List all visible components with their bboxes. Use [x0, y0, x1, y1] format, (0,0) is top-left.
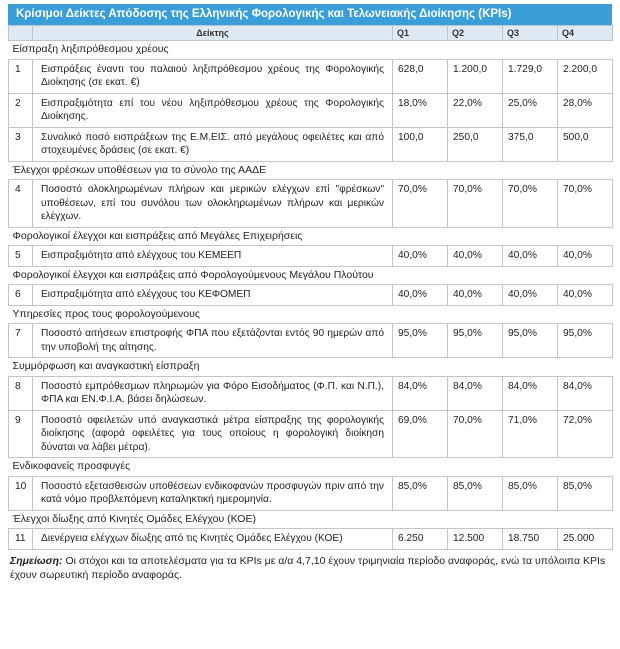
- q2-value: 12.500: [448, 529, 503, 550]
- q2-value: 250,0: [448, 127, 503, 161]
- section-title: Έλεγχοι φρέσκων υποθέσεων για το σύνολο της ΑΑΔΕ: [9, 161, 613, 180]
- q1-value: 100,0: [393, 127, 448, 161]
- q3-value: 70,0%: [503, 180, 558, 228]
- row-number: 2: [9, 93, 33, 127]
- q2-value: 95,0%: [448, 324, 503, 358]
- footnote-text: Οι στόχοι και τα αποτελέσματα για τα KPIs με α/α 4,7,10 έχουν τριμηνιαία περίοδο αναφοράς, ενώ τα υπόλοιπα KPIs έχουν σωρευτική περίοδο αναφοράς.: [10, 554, 606, 581]
- q1-value: 95,0%: [393, 324, 448, 358]
- row-number: 3: [9, 127, 33, 161]
- q3-value: 95,0%: [503, 324, 558, 358]
- q3-value: 40,0%: [503, 285, 558, 306]
- kpi-table-body: [9, 41, 613, 550]
- section-row: [9, 458, 613, 477]
- q3-value: 71,0%: [503, 410, 558, 458]
- q3-value: 40,0%: [503, 246, 558, 267]
- section-row: [9, 510, 613, 529]
- q4-value: 2.200,0: [558, 59, 613, 93]
- q4-value: 28,0%: [558, 93, 613, 127]
- q1-value: 70,0%: [393, 180, 448, 228]
- q2-value: 70,0%: [448, 180, 503, 228]
- header-q1: Q1: [393, 26, 448, 41]
- section-title: Είσπραξη ληξιπρόθεσμου χρέους: [9, 41, 613, 60]
- row-number: 4: [9, 180, 33, 228]
- table-row: [9, 93, 613, 127]
- q4-value: 40,0%: [558, 246, 613, 267]
- row-number: 8: [9, 376, 33, 410]
- row-description: Ποσοστό εξετασθεισών υποθέσεων ενδικοφανών προσφυγών πριν από την κατά νόμο προβλεπόμενη καταληκτική ημερομηνία.: [33, 476, 393, 510]
- section-row: [9, 305, 613, 324]
- section-title: Ενδικοφανείς προσφυγές: [9, 458, 613, 477]
- q4-value: 500,0: [558, 127, 613, 161]
- row-number: 1: [9, 59, 33, 93]
- q2-value: 1.200,0: [448, 59, 503, 93]
- q2-value: 40,0%: [448, 285, 503, 306]
- table-row: [9, 476, 613, 510]
- header-row: [9, 26, 613, 41]
- section-row: [9, 161, 613, 180]
- q1-value: 69,0%: [393, 410, 448, 458]
- section-title: Υπηρεσίες προς τους φορολογούμενους: [9, 305, 613, 324]
- table-row: [9, 529, 613, 550]
- row-number: 6: [9, 285, 33, 306]
- table-row: [9, 376, 613, 410]
- table-row: [9, 324, 613, 358]
- row-number: 9: [9, 410, 33, 458]
- row-number: 7: [9, 324, 33, 358]
- section-title: Φορολογικοί έλεγχοι και εισπράξεις από Φορολογούμενους Μεγάλου Πλούτου: [9, 266, 613, 285]
- table-row: [9, 180, 613, 228]
- table-title: Κρίσιμοι Δείκτες Απόδοσης της Ελληνικής Φορολογικής και Τελωνειακής Διοίκησης (KPIs): [8, 4, 612, 25]
- section-row: [9, 266, 613, 285]
- table-row: [9, 127, 613, 161]
- header-blank: [9, 26, 33, 41]
- kpi-table: [8, 25, 613, 550]
- q3-value: 18.750: [503, 529, 558, 550]
- q1-value: 40,0%: [393, 246, 448, 267]
- row-description: Εισπραξιμότητα επί του νέου ληξιπρόθεσμου χρέους της Φορολογικής Διοίκησης.: [33, 93, 393, 127]
- q1-value: 40,0%: [393, 285, 448, 306]
- row-number: 5: [9, 246, 33, 267]
- row-description: Εισπραξιμότητα από ελέγχους του ΚΕΦΟΜΕΠ: [33, 285, 393, 306]
- section-title: Φορολογικοί έλεγχοι και εισπράξεις από Μεγάλες Επιχειρήσεις: [9, 227, 613, 246]
- q1-value: 84,0%: [393, 376, 448, 410]
- q4-value: 95,0%: [558, 324, 613, 358]
- kpi-document: [8, 4, 612, 582]
- q3-value: 85,0%: [503, 476, 558, 510]
- q2-value: 70,0%: [448, 410, 503, 458]
- q4-value: 72,0%: [558, 410, 613, 458]
- q1-value: 85,0%: [393, 476, 448, 510]
- header-q2: Q2: [448, 26, 503, 41]
- table-row: [9, 246, 613, 267]
- q3-value: 375,0: [503, 127, 558, 161]
- table-row: [9, 285, 613, 306]
- row-description: Εισπράξεις έναντι του παλαιού ληξιπρόθεσμου χρέους της Φορολογικής Διοίκησης (σε εκατ. €): [33, 59, 393, 93]
- row-description: Ποσοστό εμπρόθεσμων πληρωμών για Φόρο Εισοδήματος (Φ.Π. και Ν.Π.), ΦΠΑ και ΕΝ.Φ.Ι.Α. βάσει δηλώσεων.: [33, 376, 393, 410]
- q1-value: 628,0: [393, 59, 448, 93]
- table-row: [9, 410, 613, 458]
- q3-value: 1.729,0: [503, 59, 558, 93]
- section-title: Έλεγχοι δίωξης από Κινητές Ομάδες Ελέγχου (ΚΟΕ): [9, 510, 613, 529]
- q3-value: 25,0%: [503, 93, 558, 127]
- row-description: Διενέργεια ελέγχων δίωξης από τις Κινητές Ομάδες Ελέγχου (ΚΟΕ): [33, 529, 393, 550]
- row-number: 11: [9, 529, 33, 550]
- q2-value: 40,0%: [448, 246, 503, 267]
- row-description: Ποσοστό οφειλετών υπό αναγκαστικά μέτρα είσπραξης της φορολογικής διοίκησης (αφορά οφειλέτες για τους οποίους η φορολογική διοίκηση δύναται να λάβει μέτρα).: [33, 410, 393, 458]
- q4-value: 85,0%: [558, 476, 613, 510]
- q1-value: 18,0%: [393, 93, 448, 127]
- row-description: Ποσοστό ολοκληρωμένων πλήρων και μερικών ελέγχων επί "φρέσκων" υποθέσεων, επί του συνόλου των ολοκληρωμένων πλήρων και μερικών ελέγχων.: [33, 180, 393, 228]
- q3-value: 84,0%: [503, 376, 558, 410]
- q2-value: 84,0%: [448, 376, 503, 410]
- header-indicator: Δείκτης: [33, 26, 393, 41]
- q4-value: 70,0%: [558, 180, 613, 228]
- row-number: 10: [9, 476, 33, 510]
- header-q4: Q4: [558, 26, 613, 41]
- section-row: [9, 227, 613, 246]
- section-title: Συμμόρφωση και αναγκαστική είσπραξη: [9, 358, 613, 377]
- q1-value: 6.250: [393, 529, 448, 550]
- table-row: [9, 59, 613, 93]
- header-q3: Q3: [503, 26, 558, 41]
- footnote: [8, 554, 612, 582]
- section-row: [9, 358, 613, 377]
- row-description: Συνολικό ποσό εισπράξεων της Ε.Μ.ΕΙΣ. από μεγάλους οφειλέτες και από στοχευμένες δράσεις (σε εκατ. €): [33, 127, 393, 161]
- q4-value: 84,0%: [558, 376, 613, 410]
- row-description: Ποσοστό αιτήσεων επιστροφής ΦΠΑ που εξετάζονται εντός 90 ημερών από την υποβολή της αίτησης.: [33, 324, 393, 358]
- row-description: Εισπραξιμότητα από ελέγχους του ΚΕΜΕΕΠ: [33, 246, 393, 267]
- q4-value: 40,0%: [558, 285, 613, 306]
- q2-value: 85,0%: [448, 476, 503, 510]
- section-row: [9, 41, 613, 60]
- footnote-label: Σημείωση:: [10, 554, 63, 567]
- q2-value: 22,0%: [448, 93, 503, 127]
- q4-value: 25.000: [558, 529, 613, 550]
